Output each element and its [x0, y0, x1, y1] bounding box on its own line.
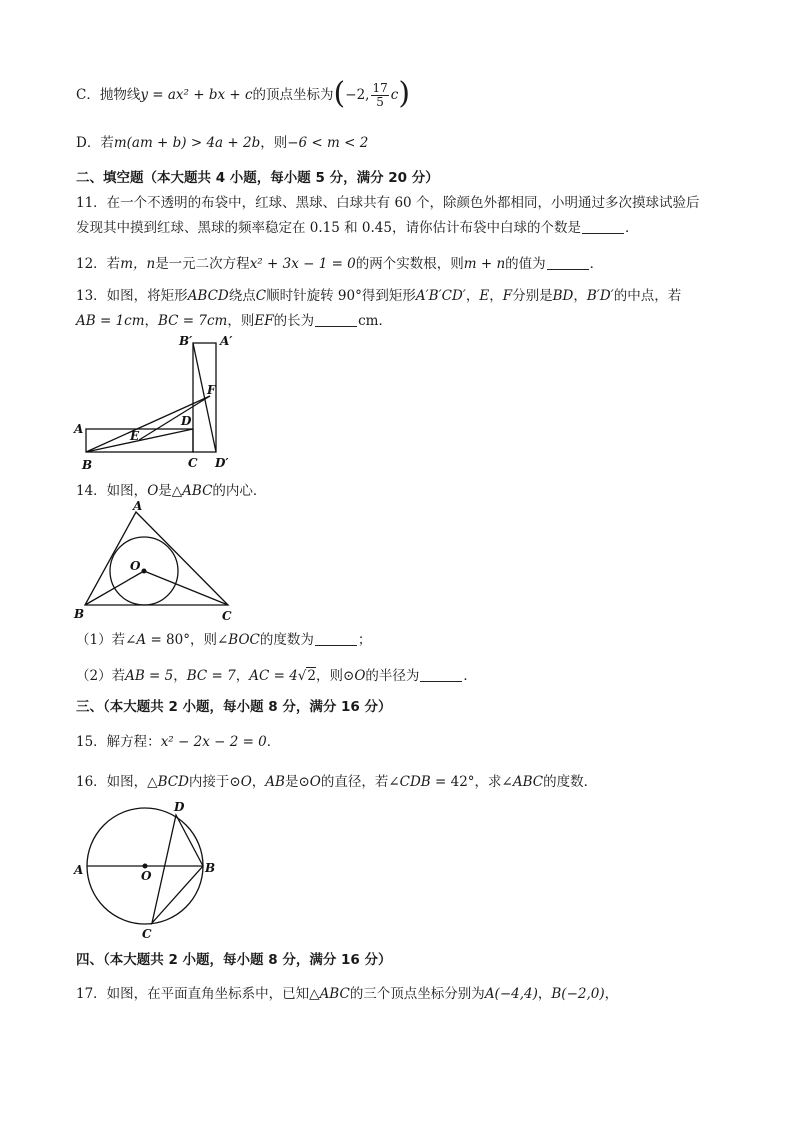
label-f: F	[207, 383, 216, 397]
segment-bpdp	[193, 343, 216, 452]
question-14-part1: （1）若∠A = 80°，则∠BOC的度数为 ；	[76, 632, 372, 648]
label-d: D	[174, 800, 185, 814]
figure-14-incircle	[70, 500, 245, 625]
fraction: $\frac{17}{5}$	[372, 81, 388, 109]
label-o: O	[130, 559, 141, 573]
question-11-line1: 11．在一个不透明的布袋中，红球、黑球、白球共有 60 个，除颜色外都相同，小明通过多次摸球试验后	[76, 195, 700, 211]
question-13-line2: AB = 1cm，BC = 7cm，则EF的长为 cm．	[76, 313, 392, 329]
label-a: A	[74, 863, 84, 877]
question-14-part2: （2）若AB = 5，BC = 7，AC = 4√2，则⊙O的半径为 ．	[76, 668, 477, 684]
answer-blank	[547, 255, 589, 270]
question-14: 14．如图，O是△ABC的内心．	[76, 483, 267, 499]
label-b-prime: B′	[179, 334, 193, 348]
label-d-prime: D′	[215, 456, 229, 470]
section-heading-2: 二、填空题（本大题共 4 小题，每小题 5 分，满分 20 分）	[76, 170, 439, 186]
label-c: C	[188, 456, 198, 470]
segment-oc	[144, 571, 228, 605]
label-c: C	[142, 927, 152, 941]
point-o	[142, 569, 147, 574]
segment-bd	[86, 429, 193, 452]
label-e: E	[130, 429, 140, 443]
question-12: 12．若m，n是一元二次方程x² + 3x − 1 = 0的两个实数根，则m + n的值为 ．	[76, 256, 604, 272]
option-d: D．若m(am + b) > 4a + 2b，则−6 < m < 2	[76, 135, 369, 151]
answer-blank	[315, 312, 357, 327]
option-c: C．抛物线y = ax² + bx + c的顶点坐标为(−2, $\frac{17}{5}$ c)	[76, 75, 411, 111]
question-17: 17．如图，在平面直角坐标系中，已知△ABC的三个顶点坐标分别为A(−4,4)，B(−2,0)，	[76, 986, 619, 1002]
label-b: B	[205, 861, 216, 875]
section-heading-4: 四、（本大题共 2 小题，每小题 8 分，满分 16 分）	[76, 952, 392, 968]
figure-16-circle	[70, 798, 220, 943]
label-a: A	[74, 422, 84, 436]
triangle-abc	[85, 512, 228, 605]
question-15: 15．解方程：x² − 2x − 2 = 0．	[76, 734, 281, 750]
question-13-line1: 13．如图，将矩形ABCD绕点C顺时针旋转 90°得到矩形A′B′CD′，E，F分别是BD，B′D′的中点，若	[76, 288, 682, 304]
point-o	[143, 864, 148, 869]
label-b: B	[74, 607, 85, 621]
label-b: B	[82, 458, 93, 472]
answer-blank	[582, 219, 624, 234]
label-o: O	[141, 869, 152, 883]
label-a-prime: A′	[220, 334, 233, 348]
answer-blank	[315, 631, 357, 646]
question-16: 16．如图，△BCD内接于⊙O，AB是⊙O的直径，若∠CDB = 42°，求∠ABC的度数．	[76, 774, 598, 790]
question-11-line2: 发现其中摸到红球、黑球的频率稳定在 0.15 和 0.45，请你估计布袋中白球的个数是 ．	[76, 220, 639, 236]
label-a: A	[133, 500, 143, 513]
section-heading-3: 三、（本大题共 2 小题，每小题 8 分，满分 16 分）	[76, 699, 392, 715]
label-c: C	[222, 609, 232, 623]
figure-13-rotated-rectangles	[70, 332, 240, 472]
triangle-bcd	[152, 815, 203, 923]
answer-blank	[420, 667, 462, 682]
label-d: D	[181, 414, 192, 428]
